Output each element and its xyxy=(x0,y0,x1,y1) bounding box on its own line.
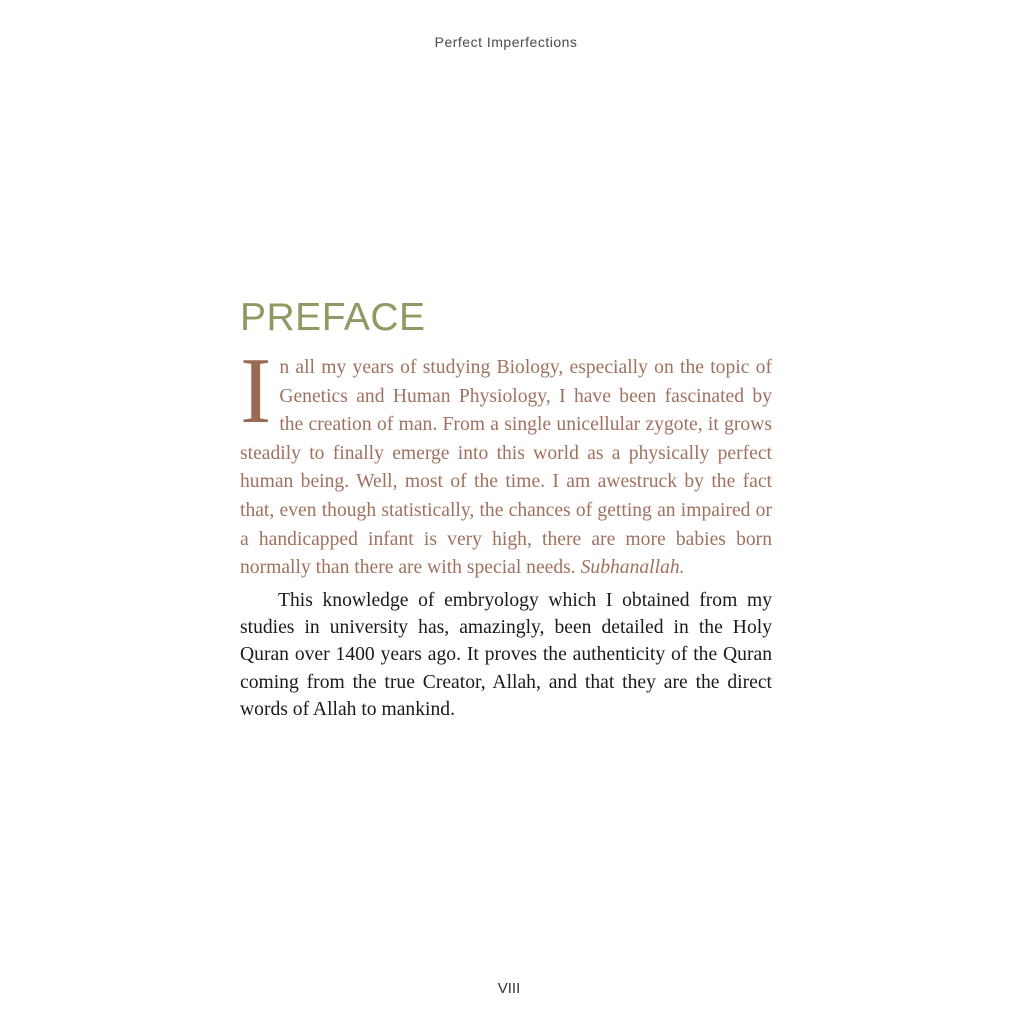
page-number: VIII xyxy=(497,980,521,997)
chapter-content xyxy=(240,292,772,723)
intro-emphasis: Subhanallah. xyxy=(580,557,685,579)
drop-cap: I xyxy=(240,339,272,443)
chapter-title: PREFACE xyxy=(240,296,426,339)
body-paragraph: This knowledge of embryology which I obtained from my studies in university has, amazingly, been detailed in the Holy Quran over 1400 years ago. It proves the authenticity of the Quran coming from the true Creator, Allah, and that they are the direct words of Allah to mankind. xyxy=(240,589,772,720)
running-header: Perfect Imperfections xyxy=(434,34,578,50)
intro-paragraph xyxy=(240,339,772,583)
intro-text: n all my years of studying Biology, especially on the topic of Genetics and Human Physiology, I have been fascinated by the creation of man. From a single unicellular zygote, it grows steadily to finally emerge into this world as a physically perfect human being. Well, most of the time. I am awestruck by the fact that, even though statistically, the chances of getting an impaired or a handicapped infant is very high, there are more babies born normally than there are with special needs. xyxy=(240,357,772,579)
